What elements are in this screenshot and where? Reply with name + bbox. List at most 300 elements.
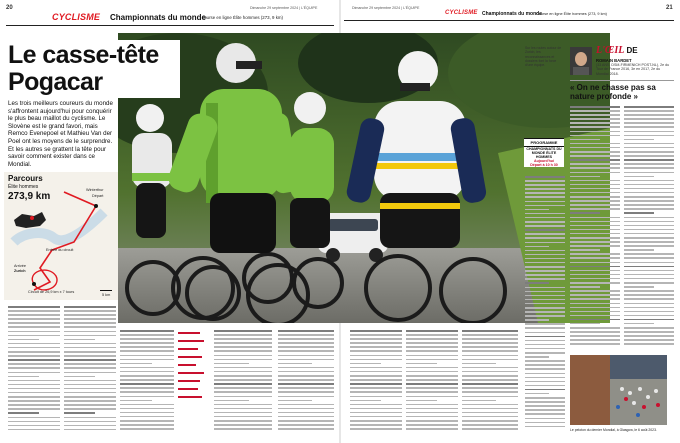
left-section-title: Championnats du monde: [110, 13, 206, 22]
text-line: [406, 359, 458, 361]
programme-title: PROGRAMME: [524, 138, 564, 147]
text-line: [462, 387, 518, 389]
text-line: [278, 355, 334, 357]
text-line: [350, 416, 402, 418]
text-line: [214, 338, 272, 340]
text-line: [624, 200, 674, 202]
text-line: [406, 387, 458, 389]
text-line: [278, 359, 334, 361]
text-line: [462, 355, 518, 357]
text-line: [525, 364, 565, 366]
text-line: [525, 266, 565, 268]
text-line: [525, 315, 565, 317]
text-line: [525, 352, 565, 354]
text-line: [214, 350, 272, 352]
text-line: [525, 393, 549, 395]
text-line: [624, 262, 674, 264]
text-line: [8, 400, 60, 402]
text-line: [570, 257, 620, 259]
text-line: [624, 298, 674, 300]
text-line: [350, 404, 402, 406]
text-line: [8, 322, 60, 324]
text-line: [570, 303, 620, 305]
text-line: [406, 420, 458, 422]
text-line: [570, 331, 620, 333]
text-line: [462, 391, 518, 393]
text-line: [8, 392, 60, 394]
text-line: [406, 416, 458, 418]
text-line: [64, 408, 116, 410]
text-line: [570, 274, 620, 276]
text-line: [525, 299, 565, 301]
right-section-title: Championnats du monde: [482, 11, 542, 17]
text-line: [624, 110, 674, 112]
text-line: [462, 420, 518, 422]
text-line: [120, 350, 174, 352]
text-line: [570, 323, 600, 325]
text-line: [525, 196, 565, 198]
headline: [8, 42, 159, 96]
text-line: [525, 217, 565, 219]
text-line: [64, 339, 95, 341]
map-label-zurich: Zurich: [14, 269, 26, 273]
body-column-1: [8, 306, 60, 433]
text-line: [406, 396, 458, 398]
text-line: [624, 286, 654, 288]
text-line: [525, 237, 565, 239]
text-line: [525, 327, 565, 329]
text-line: [624, 343, 674, 345]
text-line: [570, 180, 620, 182]
text-line: [8, 355, 60, 357]
text-line: [214, 375, 272, 377]
text-line: [214, 355, 272, 357]
text-line: [570, 339, 620, 341]
text-line: [350, 375, 402, 377]
text-line: [624, 159, 674, 161]
text-line: [64, 404, 116, 406]
text-line: [278, 334, 334, 336]
text-line: [570, 319, 620, 321]
text-line: [64, 412, 95, 414]
text-line: [462, 342, 518, 344]
text-line: [570, 204, 620, 206]
text-line: [64, 351, 116, 353]
map-label-start: Départ: [92, 194, 104, 198]
text-line: [570, 229, 620, 231]
text-line: [406, 424, 458, 426]
text-line: [64, 314, 116, 316]
text-line: [624, 122, 674, 124]
text-line: [624, 217, 674, 219]
text-line: [8, 310, 60, 312]
text-line: [278, 416, 334, 418]
text-line: [8, 384, 60, 386]
text-line: [214, 391, 272, 393]
text-line: [570, 212, 600, 214]
text-line: [64, 421, 116, 423]
text-line: [570, 282, 620, 284]
text-line: [8, 306, 60, 308]
text-line: [214, 371, 272, 373]
text-line: [214, 342, 272, 344]
text-line: [406, 375, 458, 377]
column-text-1: [570, 106, 620, 348]
text-line: [120, 420, 174, 422]
text-line: [624, 163, 674, 165]
text-line: [406, 371, 458, 373]
text-line: [64, 429, 116, 431]
text-line: [570, 253, 620, 255]
text-line: [350, 396, 402, 398]
text-line: [525, 389, 565, 391]
text-line: [406, 404, 458, 406]
peloton-photo: [570, 355, 667, 425]
text-line: [406, 428, 458, 430]
text-line: [350, 363, 381, 365]
text-line: [278, 350, 334, 352]
text-line: [462, 350, 518, 352]
text-line: [624, 172, 674, 174]
text-line: [462, 330, 518, 332]
text-line: [120, 379, 174, 381]
text-line: [214, 412, 272, 414]
text-line: [624, 303, 674, 305]
text-line: [570, 135, 620, 137]
text-line: [462, 383, 518, 385]
text-line: [525, 278, 565, 280]
text-line: [525, 291, 565, 293]
text-line: [278, 424, 334, 426]
text-line: [525, 340, 565, 342]
text-line: [120, 391, 174, 393]
text-line: [570, 163, 620, 165]
text-line: [624, 131, 674, 133]
column-divider: [570, 80, 674, 81]
text-line: [214, 379, 272, 381]
text-line: [624, 184, 674, 186]
text-line: [350, 428, 402, 430]
text-line: [525, 287, 565, 289]
right-brand-logo: CYCLISME: [445, 10, 478, 16]
text-line: [214, 400, 249, 402]
text-line: [624, 106, 674, 108]
text-line: [406, 355, 458, 357]
text-line: [120, 428, 174, 430]
text-line: [525, 225, 565, 227]
text-line: [570, 307, 620, 309]
text-line: [525, 405, 565, 407]
text-line: [570, 118, 620, 120]
text-line: [570, 176, 600, 178]
text-line: [570, 172, 620, 174]
map-label-arrival: Arrivée: [14, 264, 27, 268]
text-line: [570, 221, 620, 223]
text-line: [570, 159, 620, 161]
text-line: [525, 229, 565, 231]
text-line: [570, 143, 620, 145]
text-line: [278, 346, 334, 348]
text-line: [570, 286, 600, 288]
text-line: [214, 416, 272, 418]
text-line: [624, 192, 674, 194]
text-line: [8, 363, 60, 365]
text-line: [525, 282, 549, 284]
text-line: [350, 383, 402, 385]
text-line: [64, 388, 116, 390]
text-line: [214, 396, 272, 398]
text-line: [570, 294, 620, 296]
text-line: [624, 176, 654, 178]
text-line: [120, 355, 174, 357]
column-title-black: DE: [626, 46, 638, 55]
text-line: [278, 371, 334, 373]
columnist-bio: (33 ANS, DSM-FIRMENICH POST-NL), 2e du Tour de France 2016, 3e en 2017, 2e du Mondial 2018.: [596, 63, 670, 76]
text-line: [214, 367, 272, 369]
text-line: [525, 209, 549, 211]
text-line: [624, 167, 674, 169]
text-line: [406, 408, 458, 410]
text-line: [525, 409, 565, 411]
text-line: [120, 404, 174, 406]
text-line: [570, 192, 620, 194]
text-line: [624, 282, 674, 284]
text-line: [624, 114, 674, 116]
text-line: [624, 237, 674, 239]
text-line: [525, 262, 565, 264]
text-line: [8, 408, 60, 410]
text-line: [64, 400, 116, 402]
text-line: [570, 167, 620, 169]
text-line: [624, 294, 674, 296]
text-line: [278, 396, 334, 398]
text-line: [624, 204, 674, 206]
column-title-red: L'ŒIL: [596, 45, 624, 56]
text-line: [624, 208, 674, 210]
text-line: [350, 408, 402, 410]
text-line: [64, 306, 116, 308]
text-line: [8, 412, 39, 414]
text-line: [214, 424, 272, 426]
text-line: [525, 360, 565, 362]
photo-caption: Le peloton du dernier Mondial, à Glasgow, le 6 août 2023.: [570, 428, 657, 432]
text-line: [570, 122, 620, 124]
text-line: [64, 335, 116, 337]
text-line: [8, 380, 60, 382]
text-line: [525, 254, 565, 256]
text-line: [8, 429, 60, 431]
text-line: [64, 355, 116, 357]
map-title: Parcours: [8, 174, 43, 183]
left-brand-logo: CYCLISME: [52, 12, 101, 22]
text-line: [462, 363, 496, 365]
text-line: [278, 342, 334, 344]
text-line: [624, 245, 674, 247]
text-line: [525, 385, 565, 387]
left-dateline: Dimanche 29 septembre 2024 | L'ÉQUIPE: [250, 6, 318, 10]
text-line: [624, 274, 674, 276]
text-line: [406, 342, 458, 344]
text-line: [120, 334, 174, 336]
text-line: [278, 387, 334, 389]
text-line: [278, 379, 334, 381]
text-line: [120, 359, 174, 361]
text-line: [525, 192, 565, 194]
text-line: [64, 372, 116, 374]
columnist-name: ROMAIN BARDET: [596, 58, 632, 63]
text-line: [570, 151, 620, 153]
body-column-5: [278, 330, 334, 432]
text-line: [278, 428, 334, 430]
text-line: [624, 331, 674, 333]
text-line: [462, 334, 518, 336]
body-column-6: [350, 330, 402, 432]
standfirst: Les trois meilleurs coureurs du monde s'affrontent aujourd'hui pour conquérir le plus beau maillot du cyclisme. Le Slovène est le grand favori, mais Remco Evenepoel et Mathieu Van der Poel ont les moyens de le surprendre. Et les autres se grattent la tête pour savoir comment exister dans ce Mondial.: [8, 100, 113, 168]
right-page-number: 21: [666, 5, 673, 11]
text-line: [120, 363, 152, 365]
text-line: [570, 155, 620, 157]
body-column-4: [214, 330, 272, 432]
text-line: [624, 249, 654, 251]
text-line: [570, 188, 620, 190]
text-line: [120, 346, 174, 348]
text-line: [525, 233, 565, 235]
text-line: [525, 180, 565, 182]
text-line: [406, 400, 437, 402]
programme-date: Aujourd'hui: [533, 159, 555, 163]
right-subsection: Course en ligne Élite hommes (273, 9 km): [536, 12, 607, 16]
text-line: [350, 391, 402, 393]
text-line: [624, 155, 674, 157]
text-line: [8, 421, 60, 423]
text-line: [64, 343, 116, 345]
text-line: [525, 397, 565, 399]
text-line: [525, 221, 565, 223]
text-line: [624, 225, 674, 227]
text-line: [525, 373, 565, 375]
text-line: [278, 412, 334, 414]
text-line: [462, 428, 518, 430]
text-line: [278, 367, 334, 369]
text-line: [570, 311, 620, 313]
text-line: [525, 413, 565, 415]
text-line: [214, 387, 272, 389]
text-line: [120, 338, 174, 340]
text-line: [624, 151, 674, 153]
text-line: [64, 417, 116, 419]
text-line: [525, 348, 565, 350]
text-line: [350, 379, 402, 381]
text-line: [525, 401, 565, 403]
text-line: [120, 375, 174, 377]
text-line: [8, 372, 60, 374]
text-line: [525, 323, 565, 325]
text-line: [278, 408, 334, 410]
text-line: [525, 274, 565, 276]
text-line: [570, 225, 620, 227]
text-line: [624, 307, 674, 309]
left-subsection: course en ligne Élite hommes (273, 9 km): [202, 15, 284, 20]
right-dateline: Dimanche 29 septembre 2024 | L'ÉQUIPE: [352, 6, 420, 10]
text-line: [8, 335, 60, 337]
right-header-rule: [344, 20, 674, 21]
sidebar-intro: Sur les routes autour de Zurich, les reconnaissances et dossiers font la force d'une équipe.: [525, 46, 562, 68]
text-line: [525, 332, 565, 334]
text-line: [120, 400, 152, 402]
text-line: [525, 205, 565, 207]
text-line: [570, 131, 620, 133]
text-line: [624, 335, 674, 337]
column-title: [596, 45, 638, 56]
text-line: [570, 245, 620, 247]
map-scale: 5 km: [102, 293, 111, 297]
text-line: [350, 342, 402, 344]
text-line: [8, 314, 60, 316]
text-line: [120, 387, 174, 389]
text-line: [570, 147, 620, 149]
text-line: [64, 396, 116, 398]
text-line: [525, 418, 565, 420]
text-line: [278, 338, 334, 340]
text-line: [8, 343, 60, 345]
text-line: [278, 400, 312, 402]
column-quote: « On ne chasse pas sa nature profonde »: [570, 83, 656, 102]
text-line: [8, 347, 60, 349]
text-line: [525, 426, 565, 428]
text-line: [214, 420, 272, 422]
text-line: [624, 196, 674, 198]
text-line: [120, 408, 174, 410]
text-line: [64, 363, 116, 365]
text-line: [525, 311, 565, 313]
text-line: [278, 420, 334, 422]
text-line: [350, 400, 381, 402]
text-line: [525, 295, 565, 297]
text-line: [214, 408, 272, 410]
text-line: [350, 338, 402, 340]
text-line: [120, 383, 174, 385]
text-line: [570, 200, 620, 202]
text-line: [406, 379, 458, 381]
text-line: [525, 336, 565, 338]
text-line: [570, 278, 620, 280]
text-line: [462, 404, 518, 406]
text-line: [624, 147, 674, 149]
text-line: [570, 217, 620, 219]
text-line: [462, 375, 518, 377]
text-line: [350, 420, 402, 422]
text-line: [624, 126, 674, 128]
red-bullet-list: [178, 330, 208, 410]
text-line: [350, 424, 402, 426]
map-subtitle: Élite hommes: [8, 184, 39, 190]
headline-line-2: Pogacar: [8, 68, 103, 96]
text-line: [406, 334, 458, 336]
headline-line-1: Le casse-tête: [8, 41, 159, 69]
text-line: [462, 371, 518, 373]
text-line: [278, 404, 334, 406]
text-line: [8, 404, 60, 406]
map-label-winterthur: Winterthur: [86, 188, 104, 192]
text-line: [525, 201, 565, 203]
text-line: [406, 330, 458, 332]
body-column-7: [406, 330, 458, 432]
text-line: [278, 375, 334, 377]
text-line: [570, 315, 620, 317]
programme-box: [524, 138, 564, 167]
text-line: [120, 412, 174, 414]
text-line: [525, 188, 565, 190]
